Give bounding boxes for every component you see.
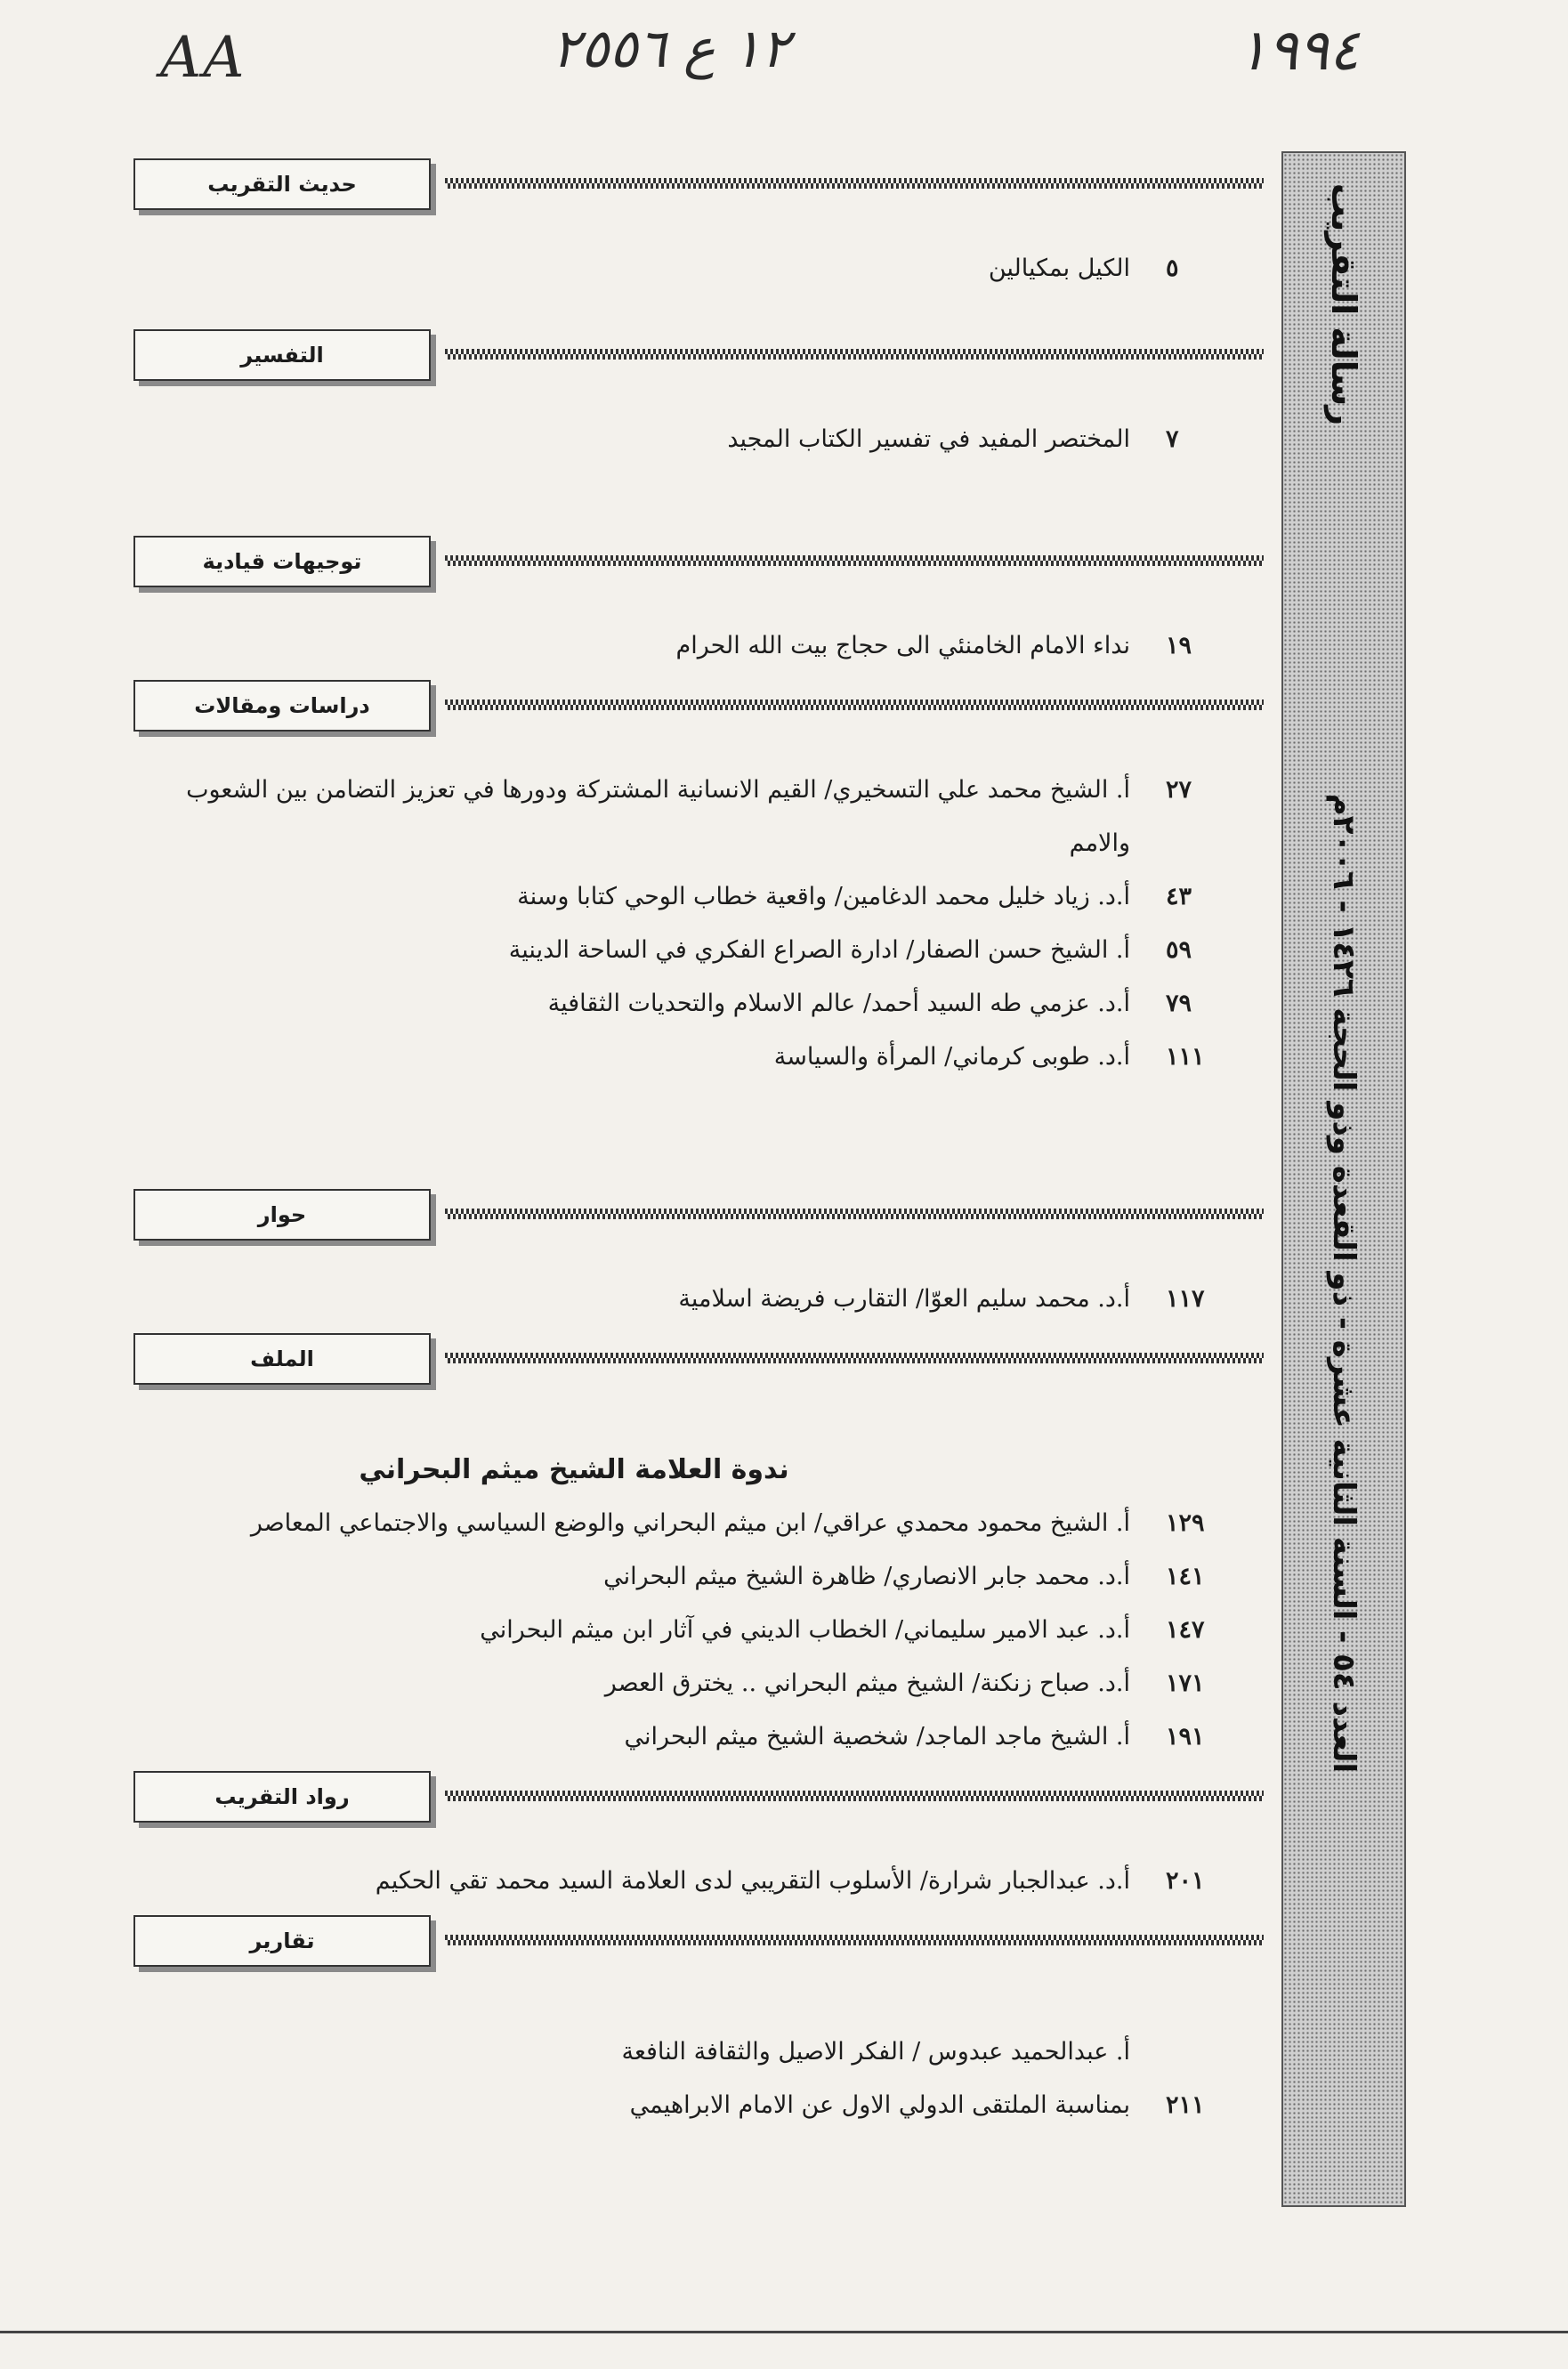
- entry-page: ١٩١: [1166, 1723, 1205, 1750]
- section-header: [133, 329, 1264, 386]
- entry-page: ٧٩: [1166, 990, 1192, 1017]
- entry-title: الكيل بمكيالين: [988, 255, 1130, 282]
- entry-title: أ.د. محمد سليم العوّا/ التقارب فريضة اسلامية: [678, 1285, 1130, 1313]
- entry-title: أ. الشيخ حسن الصفار/ ادارة الصراع الفكري في الساحة الدينية: [508, 936, 1130, 964]
- table-of-contents: [133, 151, 1264, 2132]
- entry-title: المختصر المفيد في تفسير الكتاب المجيد: [727, 425, 1130, 453]
- section-rule: [445, 1209, 1264, 1219]
- entry-page: ١١١: [1166, 1043, 1205, 1071]
- entry-page: ١٢٩: [1166, 1509, 1205, 1537]
- entry-page: ١٧١: [1166, 1670, 1205, 1697]
- toc-entry[interactable]: [133, 977, 1264, 1031]
- handwritten-note-left: AA: [160, 25, 247, 91]
- toc-entry[interactable]: [133, 1550, 1264, 1604]
- section-header: [133, 1771, 1264, 1828]
- toc-entry[interactable]: [133, 1855, 1264, 1908]
- entry-title: أ.د. صباح زنكنة/ الشيخ ميثم البحراني .. يخترق العصر: [604, 1670, 1130, 1697]
- toc-entry[interactable]: [133, 1273, 1264, 1326]
- section-label: دراسات ومقالات: [133, 680, 431, 732]
- handwritten-note-middle: ١٢ ع ٢٥٥٦: [552, 18, 790, 80]
- entry-page: ٥: [1166, 255, 1179, 282]
- entry-title: بمناسبة الملتقى الدولي الاول عن الامام الابراهيمي: [629, 2091, 1130, 2119]
- section-label: حوار: [133, 1189, 431, 1241]
- toc-entry[interactable]: [133, 413, 1264, 466]
- entry-title: أ.د. عبدالجبار شرارة/ الأسلوب التقريبي لدى العلامة السيد محمد تقي الحكيم: [375, 1867, 1130, 1895]
- toc-entry[interactable]: [133, 924, 1264, 977]
- section-header: [133, 1333, 1264, 1390]
- toc-entry[interactable]: [133, 2079, 1264, 2132]
- entry-title: أ. الشيخ ماجد الماجد/ شخصية الشيخ ميثم البحراني: [624, 1723, 1130, 1750]
- toc-entry[interactable]: [133, 1710, 1264, 1764]
- entry-title: نداء الامام الخامنئي الى حجاج بيت الله الحرام: [675, 632, 1130, 659]
- toc-entry[interactable]: [133, 619, 1264, 673]
- section-header: [133, 1915, 1264, 1972]
- toc-entry[interactable]: [133, 870, 1264, 924]
- section-label: توجيهات قيادية: [133, 536, 431, 587]
- page-bottom-edge: [0, 2331, 1568, 2333]
- toc-entry[interactable]: [133, 1604, 1264, 1657]
- section-rule: [445, 699, 1264, 710]
- entry-page: ٥٩: [1166, 936, 1192, 964]
- entry-title: أ. الشيخ محمد علي التسخيري/ القيم الانسانية المشتركة ودورها في تعزيز التضامن بين الشعوب والامم: [186, 776, 1130, 857]
- section-header: [133, 680, 1264, 737]
- entry-title: أ.د. عزمي طه السيد أحمد/ عالم الاسلام والتحديات الثقافية: [547, 990, 1130, 1017]
- toc-entry[interactable]: [133, 764, 1264, 870]
- toc-entry[interactable]: [133, 1031, 1264, 1084]
- entry-page: ٧: [1166, 425, 1179, 453]
- entry-title: أ.د. عبد الامير سليماني/ الخطاب الديني في آثار ابن ميثم البحراني: [480, 1616, 1130, 1644]
- section-label: التفسير: [133, 329, 431, 381]
- entry-title: أ.د. طوبى كرماني/ المرأة والسياسة: [773, 1043, 1130, 1071]
- entry-page: ٢٧: [1166, 776, 1192, 804]
- section-rule: [445, 178, 1264, 189]
- entry-title: أ.د. محمد جابر الانصاري/ ظاهرة الشيخ ميثم البحراني: [603, 1563, 1130, 1590]
- entry-page: ١٩: [1166, 632, 1192, 659]
- entry-page: ٢١١: [1166, 2091, 1205, 2119]
- entry-title: أ.د. زياد خليل محمد الدغامين/ واقعية خطاب الوحي كتابا وسنة: [517, 883, 1130, 910]
- issue-info: العدد ٥٤ - السنة الثانية عشرة - ذو القعدة وذو الحجة ١٤٢٦ - ٢٠٠٦م: [1326, 793, 1362, 1774]
- section-rule: [445, 349, 1264, 360]
- entry-page: ١١٧: [1166, 1285, 1205, 1313]
- entry-title: أ. الشيخ محمود محمدي عراقي/ ابن ميثم البحراني والوضع السياسي والاجتماعي المعاصر: [250, 1509, 1130, 1537]
- section-header: [133, 536, 1264, 593]
- entry-title: أ. عبدالحميد عبدوس / الفكر الاصيل والثقافة النافعة: [621, 2038, 1130, 2066]
- toc-entry[interactable]: [133, 1657, 1264, 1710]
- section-rule: [445, 555, 1264, 566]
- section-label: الملف: [133, 1333, 431, 1385]
- section-header: [133, 1189, 1264, 1246]
- section-rule: [445, 1791, 1264, 1801]
- toc-entry[interactable]: [133, 1497, 1264, 1550]
- section-label: تقارير: [133, 1915, 431, 1967]
- entry-page: ٤٣: [1166, 883, 1192, 910]
- toc-entry[interactable]: [133, 2025, 1264, 2079]
- entry-page: ١٤٧: [1166, 1616, 1205, 1644]
- journal-sidebar: [1281, 151, 1406, 2207]
- journal-title: رسالة التقريب: [1324, 182, 1363, 426]
- entry-page: ٢٠١: [1166, 1867, 1205, 1895]
- toc-entry[interactable]: [133, 242, 1264, 295]
- file-subheading: ندوة العلامة الشيخ ميثم البحراني: [359, 1454, 789, 1485]
- section-rule: [445, 1353, 1264, 1363]
- handwritten-note-right: ١٩٩٤: [1237, 18, 1360, 84]
- section-label: رواد التقريب: [133, 1771, 431, 1823]
- entry-page: ١٤١: [1166, 1563, 1205, 1590]
- section-rule: [445, 1935, 1264, 1945]
- section-header: [133, 158, 1264, 215]
- section-label: حديث التقريب: [133, 158, 431, 210]
